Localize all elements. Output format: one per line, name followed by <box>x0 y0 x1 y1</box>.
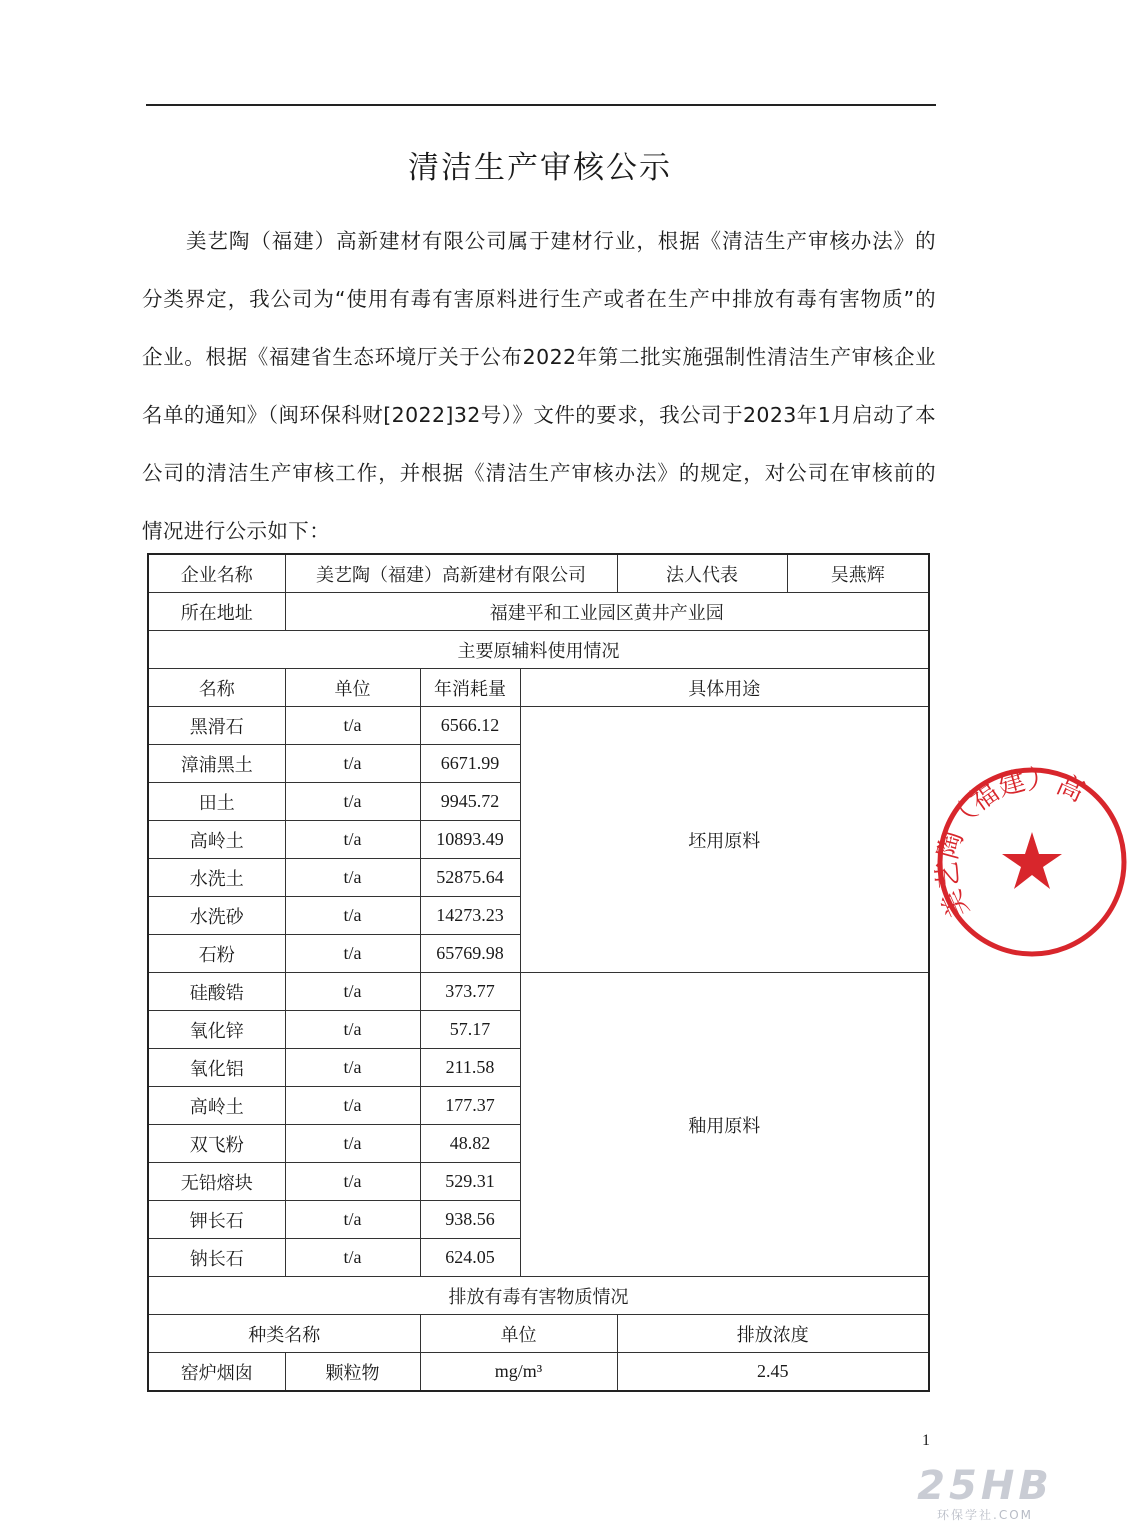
materials-section-header: 主要原辅料使用情况 <box>148 631 929 669</box>
material-name: 氧化锌 <box>148 1011 285 1049</box>
material-amount: 9945.72 <box>420 783 520 821</box>
material-name: 高岭土 <box>148 1087 285 1125</box>
material-name: 双飞粉 <box>148 1125 285 1163</box>
header-rule <box>146 104 936 106</box>
material-name: 黑滑石 <box>148 707 285 745</box>
material-amount: 529.31 <box>420 1163 520 1201</box>
material-amount: 14273.23 <box>420 897 520 935</box>
material-unit: t/a <box>285 1011 420 1049</box>
col-header-name: 名称 <box>148 669 285 707</box>
emission-unit: mg/m³ <box>420 1353 617 1392</box>
col-header-consumption: 年消耗量 <box>420 669 520 707</box>
col-header-emission-unit: 单位 <box>420 1315 617 1353</box>
address-label: 所在地址 <box>148 593 285 631</box>
material-name: 钾长石 <box>148 1201 285 1239</box>
material-name: 氧化铝 <box>148 1049 285 1087</box>
page-title: 清洁生产审核公示 <box>408 150 672 186</box>
material-unit: t/a <box>285 821 420 859</box>
material-unit: t/a <box>285 859 420 897</box>
material-name: 水洗土 <box>148 859 285 897</box>
col-header-concentration: 排放浓度 <box>617 1315 929 1353</box>
material-name: 漳浦黑土 <box>148 745 285 783</box>
company-value: 美艺陶（福建）高新建材有限公司 <box>285 554 617 593</box>
col-header-unit: 单位 <box>285 669 420 707</box>
intro-paragraph: 美艺陶（福建）高新建材有限公司属于建材行业，根据《清洁生产审核办法》的分类界定，我公司为“使用有毒有害原料进行生产或者在生产中排放有毒有害物质”的企业。根据《福建省生态环境厅关于公布2022年第二批实施强制性清洁生产审核企业名单的通知》（闽环保科财[2022]32号）》文件的要求，我公司于2023年1月启动了本公司的清洁生产审核工作，并根据《清洁生产审核办法》的规定，对公司在审核前的情况进行公示如下： <box>142 229 936 543</box>
material-amount: 57.17 <box>420 1011 520 1049</box>
material-amount: 938.56 <box>420 1201 520 1239</box>
seal-star-icon <box>1002 832 1062 889</box>
material-name: 田土 <box>148 783 285 821</box>
company-label: 企业名称 <box>148 554 285 593</box>
material-name: 硅酸锆 <box>148 973 285 1011</box>
material-unit: t/a <box>285 1049 420 1087</box>
emissions-section-header: 排放有毒有害物质情况 <box>148 1277 929 1315</box>
material-amount: 6566.12 <box>420 707 520 745</box>
material-unit: t/a <box>285 1125 420 1163</box>
material-unit: t/a <box>285 707 420 745</box>
page-number: 1 <box>922 1432 930 1449</box>
material-amount: 211.58 <box>420 1049 520 1087</box>
emission-pollutant: 颗粒物 <box>285 1353 420 1392</box>
material-unit: t/a <box>285 973 420 1011</box>
material-unit: t/a <box>285 897 420 935</box>
glaze-use-cell: 釉用原料 <box>520 973 929 1277</box>
material-unit: t/a <box>285 1163 420 1201</box>
watermark-domain: .COM <box>993 1508 1033 1522</box>
material-unit: t/a <box>285 1201 420 1239</box>
audit-table <box>147 553 930 1392</box>
material-unit: t/a <box>285 1087 420 1125</box>
material-amount: 177.37 <box>420 1087 520 1125</box>
material-row <box>148 707 929 745</box>
material-name: 水洗砂 <box>148 897 285 935</box>
material-amount: 52875.64 <box>420 859 520 897</box>
company-seal-stamp <box>930 762 1130 962</box>
material-unit: t/a <box>285 745 420 783</box>
emission-source: 窑炉烟囱 <box>148 1353 285 1392</box>
material-amount: 10893.49 <box>420 821 520 859</box>
material-name: 钠长石 <box>148 1239 285 1277</box>
seal-text: 美艺陶（福建）高 <box>931 764 1089 923</box>
watermark-logo <box>900 1463 1070 1524</box>
material-unit: t/a <box>285 935 420 973</box>
col-header-type-name: 种类名称 <box>148 1315 420 1353</box>
col-header-use: 具体用途 <box>520 669 929 707</box>
material-unit: t/a <box>285 783 420 821</box>
material-name: 无铅熔块 <box>148 1163 285 1201</box>
legal-rep-label: 法人代表 <box>617 554 787 593</box>
material-amount: 6671.99 <box>420 745 520 783</box>
material-name: 石粉 <box>148 935 285 973</box>
material-name: 高岭土 <box>148 821 285 859</box>
legal-rep-value: 吴燕辉 <box>787 554 929 593</box>
material-unit: t/a <box>285 1239 420 1277</box>
watermark-mark: 25HB <box>917 1463 1053 1509</box>
address-value: 福建平和工业园区黄井产业园 <box>285 593 929 631</box>
material-amount: 373.77 <box>420 973 520 1011</box>
emission-value: 2.45 <box>617 1353 929 1392</box>
material-row <box>148 973 929 1011</box>
watermark-subtext: 环保学社 <box>936 1508 993 1522</box>
body-use-cell: 坯用原料 <box>520 707 929 973</box>
emission-row <box>148 1353 929 1392</box>
material-amount: 65769.98 <box>420 935 520 973</box>
material-amount: 48.82 <box>420 1125 520 1163</box>
material-amount: 624.05 <box>420 1239 520 1277</box>
